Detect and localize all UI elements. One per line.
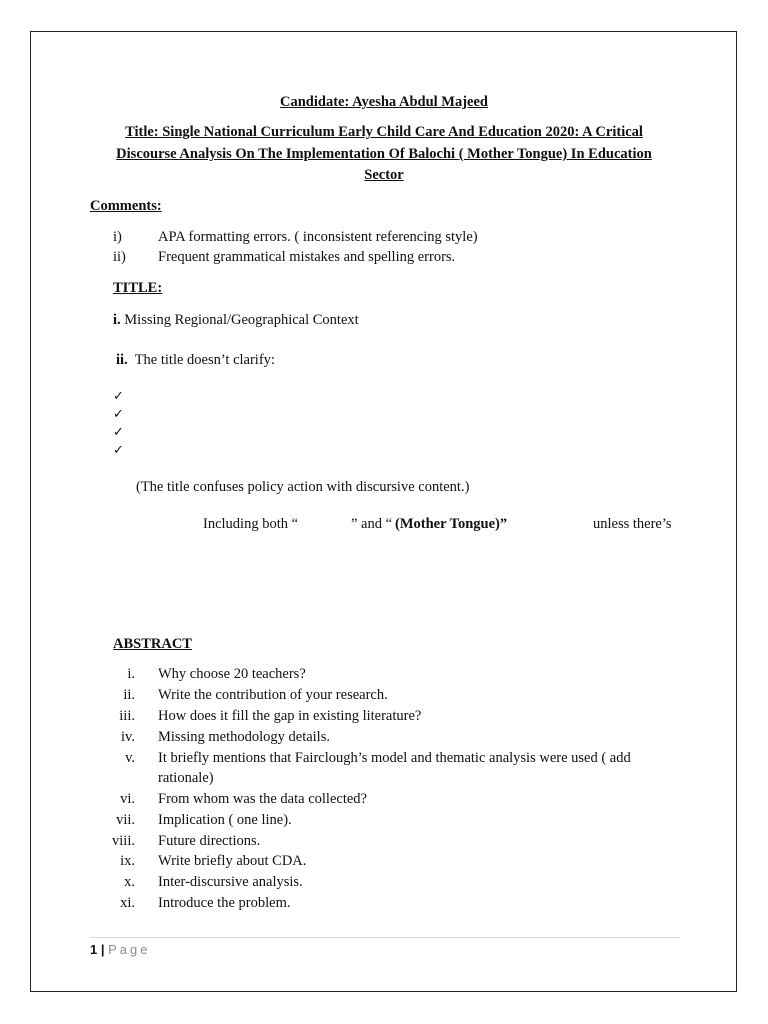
footer-divider bbox=[90, 937, 680, 938]
abstract-item: Write the contribution of your research. bbox=[158, 687, 388, 703]
title-line-2: Discourse Analysis On The Implementation Of Balochi ( Mother Tongue) In Education bbox=[116, 146, 652, 162]
checkmark-icon: ✓ bbox=[113, 406, 124, 421]
title-point-ii-text: The title doesn’t clarify: bbox=[134, 352, 275, 368]
abstract-num: ii. bbox=[123, 687, 135, 703]
abstract-num: vii. bbox=[116, 812, 135, 828]
including-prefix: Including both “ bbox=[203, 516, 299, 532]
including-mid: ” and “ bbox=[351, 516, 393, 532]
title-point-ii bbox=[116, 352, 275, 369]
title-section-heading: TITLE: bbox=[113, 280, 163, 296]
checkmark-icon: ✓ bbox=[113, 442, 124, 457]
title-point-i-marker: i. bbox=[113, 312, 121, 328]
abstract-item: Future directions. bbox=[158, 833, 261, 849]
comment-marker: i) bbox=[113, 229, 122, 245]
title-point-ii-marker: ii. bbox=[116, 352, 128, 368]
including-tail: unless there’s bbox=[593, 516, 672, 532]
abstract-item: Implication ( one line). bbox=[158, 812, 292, 828]
abstract-num: xi. bbox=[120, 895, 135, 911]
page-label: Page bbox=[108, 942, 151, 957]
abstract-num: viii. bbox=[112, 833, 135, 849]
abstract-num: vi. bbox=[120, 791, 135, 807]
abstract-num: iv. bbox=[121, 729, 135, 745]
comment-item: APA formatting errors. ( inconsistent referencing style) bbox=[158, 229, 478, 245]
checkmark-icon: ✓ bbox=[113, 388, 124, 403]
abstract-item: It briefly mentions that Fairclough’s model and thematic analysis were used ( add bbox=[158, 750, 631, 766]
abstract-item: Why choose 20 teachers? bbox=[158, 666, 306, 682]
abstract-num: x. bbox=[124, 874, 135, 890]
abstract-item-continuation: rationale) bbox=[158, 770, 214, 786]
title-point-i bbox=[113, 312, 359, 329]
abstract-item: How does it fill the gap in existing literature? bbox=[158, 708, 422, 724]
page-number: 1 | bbox=[90, 942, 105, 957]
checkmark-icon: ✓ bbox=[113, 424, 124, 439]
including-bold: (Mother Tongue)” bbox=[395, 516, 508, 532]
comments-heading: Comments: bbox=[90, 198, 162, 214]
page-footer bbox=[90, 942, 150, 957]
abstract-item: Write briefly about CDA. bbox=[158, 853, 307, 869]
title-point-i-text: Missing Regional/Geographical Context bbox=[124, 312, 359, 328]
abstract-heading: ABSTRACT bbox=[113, 636, 192, 652]
abstract-num: iii. bbox=[119, 708, 135, 724]
abstract-item: From whom was the data collected? bbox=[158, 791, 367, 807]
candidate-name: Candidate: Ayesha Abdul Majeed bbox=[280, 94, 488, 110]
abstract-item: Inter-discursive analysis. bbox=[158, 874, 303, 890]
comment-item: Frequent grammatical mistakes and spelling errors. bbox=[158, 249, 456, 265]
abstract-item: Introduce the problem. bbox=[158, 895, 291, 911]
comment-marker: ii) bbox=[113, 249, 126, 265]
title-line-3: Sector bbox=[364, 167, 404, 183]
title-note: (The title confuses policy action with discursive content.) bbox=[136, 479, 470, 495]
title-line-1: Title: Single National Curriculum Early Child Care And Education 2020: A Critical bbox=[125, 124, 643, 140]
abstract-num: i. bbox=[127, 666, 135, 682]
abstract-item: Missing methodology details. bbox=[158, 729, 330, 745]
abstract-num: ix. bbox=[120, 853, 135, 869]
abstract-num: v. bbox=[125, 750, 135, 766]
